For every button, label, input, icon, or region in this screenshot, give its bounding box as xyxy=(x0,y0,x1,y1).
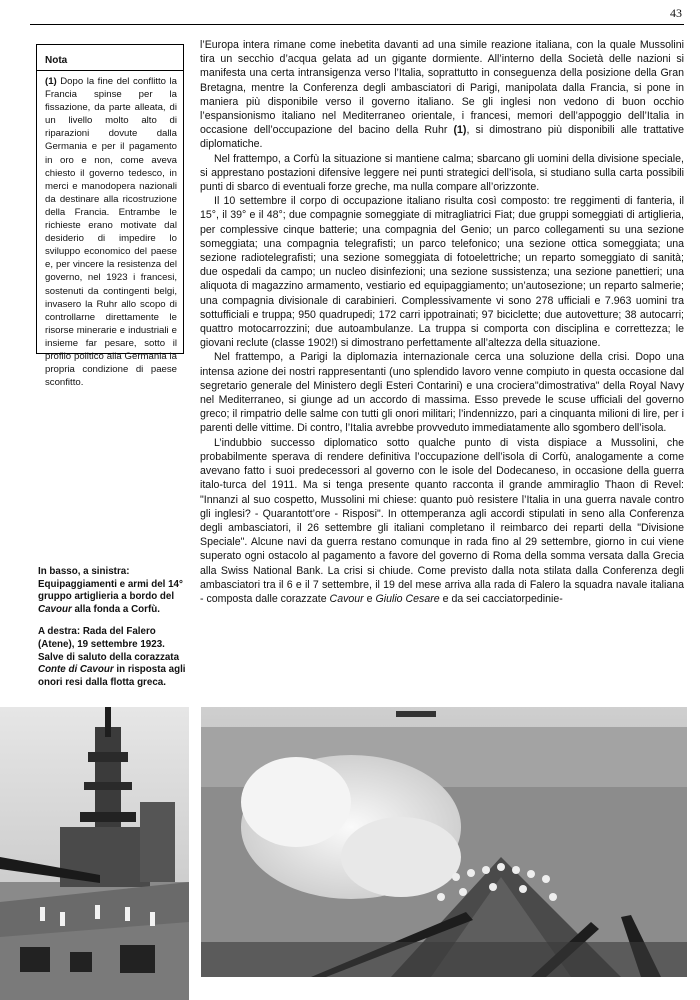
note-title: Nota xyxy=(45,55,68,66)
footnote-ref: (1) xyxy=(453,124,467,137)
header-rule xyxy=(30,24,684,25)
ship-name-giulio-cesare: Giulio Cesare xyxy=(375,592,440,605)
photo-salute-salvo xyxy=(201,707,687,977)
photo-cavour-deck xyxy=(0,707,189,1000)
caption-left: In basso, a sinistra: Equipaggiamenti e armi del 14° gruppo artiglieria a bordo del Cavour alla fonda a Corfù. xyxy=(38,566,183,615)
note-ref-marker: (1) xyxy=(45,76,57,87)
caption-left-ship: Cavour xyxy=(38,603,72,615)
ship-name-cavour: Cavour xyxy=(329,592,364,605)
note-text xyxy=(45,75,177,389)
paragraph-2: Nel frattempo, a Corfù la situazione si mantiene calma; sbarcano gli uomini della divisione speciale, si apprestano postazioni difensive leggere nei punti strategici dell’isola, si studiano sulla carta possibili punti di sbarco di eventuali forze greche, ma nulla compare all’orizzonte. xyxy=(200,152,684,194)
caption-right-ship: Conte di Cavour xyxy=(38,664,114,676)
main-text-column xyxy=(200,38,684,606)
note-divider xyxy=(37,70,183,71)
photo-captions xyxy=(38,566,188,699)
caption-right: A destra: Rada del Falero (Atene), 19 settembre 1923. Salve di saluto della corazzata Conte di Cavour in risposta agli onori resi dalla flotta greca. xyxy=(38,626,186,688)
page-number: 43 xyxy=(670,6,682,20)
paragraph-1: l’Europa intera rimane come inebetita davanti ad una simile reazione italiana, con la quale Mussolini tira un secchio d’acqua gelata ad un gigante dormiente. All’interno della Società delle nazioni si manifesta una certa intransigenza verso l’Italia, soprattutto in conseguenza della posizione della Gran Bretagna, mentre la Conferenza degli ambasciatori di Parigi, manipolata dalla Francia, si pone in maniera più disponibile verso il governo italiano. Se gli inglesi non vedono di buon occhio l’espansionismo italiano nel Mediterraneo orientale, i francesi, memori dell’appoggio dell’Italia in occasione dell’occupazione del bacino della Ruhr (1), si dimostrano più disponibili alle trattative diplomatiche. xyxy=(200,39,684,151)
paragraph-4: Nel frattempo, a Parigi la diplomazia internazionale cerca una soluzione della crisi. Dopo una intensa azione dei nostri rappresentanti (uno splendido lavoro venne compiuto in questa occasione dal segretario generale del Ministero degli Esteri Contarini) e una crociera"dimostrativa" della Royal Navy nel Mediterraneo, si giunge ad un accordo di massima. Esso prevede le scuse ufficiali del governo greco; il rimpatrio delle salme con tutti gli onori militari; l’indennizzo, pari a cinquanta milioni di lire, per i parenti delle vittime. Di contro, l’Italia avrebbe provveduto immediatamente allo sgombero dell’isola. xyxy=(200,351,684,435)
paragraph-3: Il 10 settembre il corpo di occupazione italiano risulta così composto: tre reggimenti di fanteria, il 15°, il 39° e il 48°; due compagnie someggiate di mitragliatrici Fiat; due gruppi someggiati di artiglieria, per complessive cinque batterie; una compagnia del Genio; un parco collegamenti su una sezione someggiata; una compagnia telegrafisti; un parco telefonico; una sezione ottica someggiata; una sezione radiotelegrafisti; una sezione someggiata di fotoelettriche; un reparto someggiato di sanità; due ospedali da campo; un nucleo disinfezioni; una sezione sussistenza; una sezione panettieri; una aliquota di magazzino armamento, vestiario ed equipaggiamento; un’autosezione; un reparto salmerie; una compagnia divisionale di carabinieri. Complessivamente vi sono 278 ufficiali e 7.963 uomini tra sottufficiali e truppa; 950 quadrupedi; 172 carri ippotrainati; 97 biciclette; due autovetture; 38 autocarri; quattro motocarrozzini; due autoambulanze. La truppa si comporta con disciplina e correttezza; le giovani reclute (classe 1902!) si dimostrano perfettamente all’altezza della situazione. xyxy=(200,195,684,350)
paragraph-5: L’indubbio successo diplomatico sotto qualche punto di vista dispiace a Mussolini, che probabilmente sperava di rendere definitiva l’occupazione dell’isola di Corfù, analogamente a come avevano fatto i suoi predecessori al governo con le isole del Dodecaneso, in occasione della guerra italo-turca del 1911. Ma si tenga presente quanto racconta il grande ammiraglio Thaon di Revel: "Innanzi al suo cospetto, Mussolini mi chiese: quanto può resistere l’Italia in una guerra navale contro gli inglesi? - Quarantott’ore - Risposi". In ottemperanza agli accordi stipulati in seno alla Conferenza degli ambasciatori, il 26 settembre gli italiani completano il reimbarco dei reparti della "Divisione Speciale". Alcune navi da guerra restano comunque in rada fino al 29 settembre, giorno in cui viene superato ogni ostacolo al pagamento a favore del governo di Roma della somma versata dalla Grecia alla Swiss National Bank. La crisi si chiude. Come previsto dalla nota stilata dalla Conferenza degli ambasciatori tra il 6 e il 7 settembre, il 19 del mese arriva alla rada di Falero la squadra navale italiana - composta dalle corazzate Cavour e Giulio Cesare e da sei cacciatorpedinie- xyxy=(200,436,684,605)
note-body: Dopo la fine del conflitto la Francia spinse per la fissazione, da parte alleata, di un livello molto alto di riparazioni dovute dalla Germania e per il pagamento in oro e non, come aveva chiesto il governo tedesco, in merci e manodopera nazionali da destinare alla ricostruzione della Francia. Entrambe le richieste erano motivate dal desiderio di impedire lo sviluppo economico del paese e, per vincere la resistenza del governo, nel 1923 i francesi, sostenuti da contingenti belgi, invasero la Ruhr allo scopo di controllarne direttamente le risorse minerarie e industriali e insieme far pesare, sotto il profilo politico alla Germania la propria condizione di paese sconfitto. xyxy=(45,76,177,389)
note-box xyxy=(36,44,184,389)
